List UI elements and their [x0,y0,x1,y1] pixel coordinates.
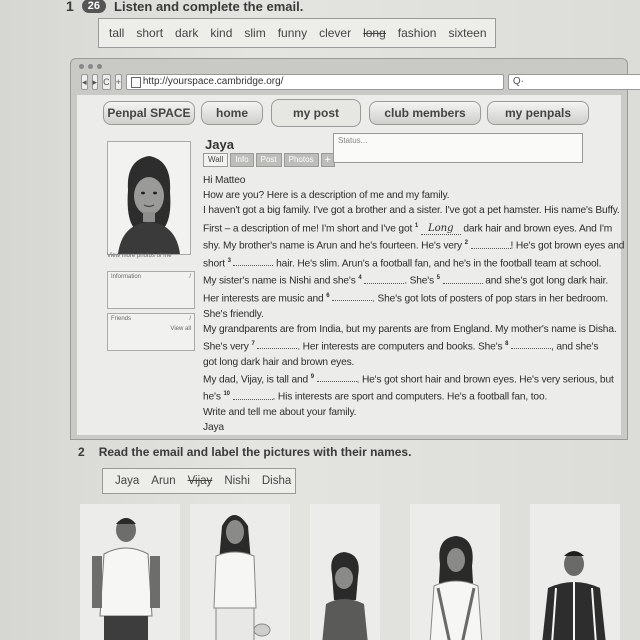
tab-home[interactable]: home [201,101,263,125]
blank-9[interactable] [317,372,357,382]
name-bank-item: Nishi [224,475,250,487]
exercise-1-number: 1 [66,0,74,14]
browser-window [70,58,628,440]
edit-pencil-icon[interactable]: / [189,316,191,322]
email-line: I haven't got a big family. I've got a brother and a sister. I've got a pet hamster. His name's Buffy. [203,205,620,217]
profile-tab-photos[interactable]: Photos [284,153,319,167]
email-line [203,370,623,388]
tab-my-penpals[interactable]: my penpals [487,101,589,125]
picture-man-shirt[interactable] [80,504,180,640]
add-tab-button[interactable]: + [321,153,335,167]
email-text: . She's [404,275,434,287]
minimize-dot-icon[interactable] [88,64,93,69]
view-all-link[interactable]: View all [170,326,191,332]
name-bank-item: Disha [261,475,292,487]
email-line: got long dark hair and brown eyes. [203,356,355,368]
blank-number: 2 [464,240,468,247]
forward-button[interactable]: ▸ [92,74,99,90]
email-body [203,173,623,435]
email-text: . Her interests are computers and books. She's [297,341,503,353]
blank-4[interactable] [364,274,404,284]
name-bank-item: Arun [151,475,176,487]
man-illustration [80,504,180,640]
audio-track-badge[interactable]: 26 [82,0,106,13]
name-bank-item-crossed: Vijay [187,475,213,487]
exercise-1-instruction: Listen and complete the email. [114,0,304,14]
blank-number: 6 [326,292,330,299]
email-line [203,289,623,307]
blank-8[interactable] [511,339,551,349]
young-woman-illustration [190,504,290,640]
blank-6[interactable] [332,291,372,301]
email-line [203,219,623,237]
exercise-2-number: 2 [78,445,85,459]
email-text: he's [203,391,221,403]
email-text: and she's got long dark hair. [485,275,608,287]
blank-number: 10 [223,391,230,398]
new-tab-button[interactable]: + [115,74,122,90]
blank-number: 3 [227,257,231,264]
blank-2[interactable] [471,239,511,249]
word-bank [98,18,496,48]
name-bank [102,468,296,494]
email-line: She's friendly. [203,308,264,320]
email-line [203,236,623,254]
information-panel [107,271,195,309]
blank-5[interactable] [443,274,483,284]
tab-club-members[interactable]: club members [369,101,481,125]
word-bank-item: dark [175,26,199,40]
word-bank-item: kind [210,26,233,40]
maximize-dot-icon[interactable] [97,64,102,69]
blank-number: 7 [251,340,255,347]
blank-number: 9 [310,373,314,380]
word-bank-item: sixteen [448,26,487,40]
profile-tab-info[interactable]: Info [230,153,253,167]
blank-number: 5 [436,275,440,282]
exercise-2-heading [78,445,411,459]
word-bank-item: funny [277,26,308,40]
word-bank-item: short [136,26,164,40]
blank-10[interactable] [233,390,273,400]
email-text: . She's got lots of posters of pop stars in her bedroom. [372,293,608,305]
blank-1-answer[interactable]: Long [421,223,461,235]
email-text: . His interests are sport and computers. He's a football fan, too. [272,391,548,403]
email-line [203,254,623,272]
page-icon [131,77,141,88]
search-input[interactable]: Q· [508,74,640,90]
word-bank-item: clever [319,26,352,40]
blank-number: 4 [358,275,362,282]
boy-illustration [530,504,620,640]
email-text: dark hair and brown eyes. And I'm [463,223,613,234]
email-line: How are you? Here is a description of me and my family. [203,190,450,202]
email-text: Her interests are music and [203,293,324,305]
email-text: My sister's name is Nishi and she's [203,275,356,287]
exercise-1-heading [66,0,303,14]
blank-3[interactable] [233,256,273,266]
girl-illustration [310,504,380,640]
email-text: , and she's [551,341,599,353]
girl-portrait-illustration [108,142,190,254]
address-bar[interactable] [126,74,504,90]
profile-name: Jaya [205,137,234,152]
picture-woman[interactable] [410,504,500,640]
tab-my-post[interactable]: my post [271,99,361,127]
word-bank-item: slim [244,26,266,40]
tab-penpal-space[interactable]: Penpal SPACE [103,101,195,125]
email-line: Write and tell me about your family. [203,406,357,418]
exercise-2-instruction: Read the email and label the pictures with their names. [98,445,412,459]
email-line [203,387,623,405]
picture-girl[interactable] [310,504,380,640]
email-text: . He's got short hair and brown eyes. He's very serious, but [356,374,614,386]
blank-number: 1 [414,222,419,229]
close-dot-icon[interactable] [79,64,84,69]
email-text: ! He's got brown eyes and [510,240,625,252]
email-text: My dad, Vijay, is tall and [203,374,309,386]
profile-tab-post[interactable]: Post [256,153,282,167]
email-greeting: Hi Matteo [203,175,246,186]
word-bank-item: fashion [397,26,437,40]
email-text: shy. My brother's name is Arun and he's fourteen. He's very [203,240,462,252]
profile-photo[interactable] [107,141,191,255]
email-line: My grandparents are from India, but my parents are from England. My mother's name is Disha. [203,323,617,335]
email-line [203,337,623,355]
friends-panel [107,313,195,351]
name-bank-item: Jaya [115,475,140,487]
profile-tabs [203,153,335,167]
picture-young-woman[interactable] [190,504,290,640]
refresh-button[interactable]: C [102,74,111,90]
friends-label: Friends [111,316,132,322]
information-label: Information [111,274,142,280]
window-controls [71,59,627,73]
browser-navbar [81,73,617,91]
profile-tab-wall[interactable]: Wall [203,153,228,167]
picture-boy[interactable] [530,504,620,640]
email-text: hair. He's slim. Arun's a football fan, and he's in the football team at school. [276,258,602,270]
email-signoff: Jaya [203,422,224,434]
site-nav-tabs [77,95,621,131]
word-bank-item: tall [109,26,125,40]
photo-caption-link[interactable]: View more photos of me [107,253,172,259]
status-input[interactable]: Status... [333,133,583,163]
word-bank-item-crossed: long [363,26,386,40]
blank-number: 8 [505,340,509,347]
email-text: She's very [203,341,249,353]
web-page-content [77,95,625,435]
edit-pencil-icon[interactable]: / [189,274,191,280]
woman-illustration [410,504,500,640]
back-button[interactable]: ◂ [81,74,88,90]
blank-7[interactable] [257,339,297,349]
email-text: short [203,258,225,270]
address-bar-url: http://yourspace.cambridge.org/ [142,76,284,87]
email-text: First – a description of me! I'm short and I've got [203,223,413,234]
email-line [203,271,623,289]
